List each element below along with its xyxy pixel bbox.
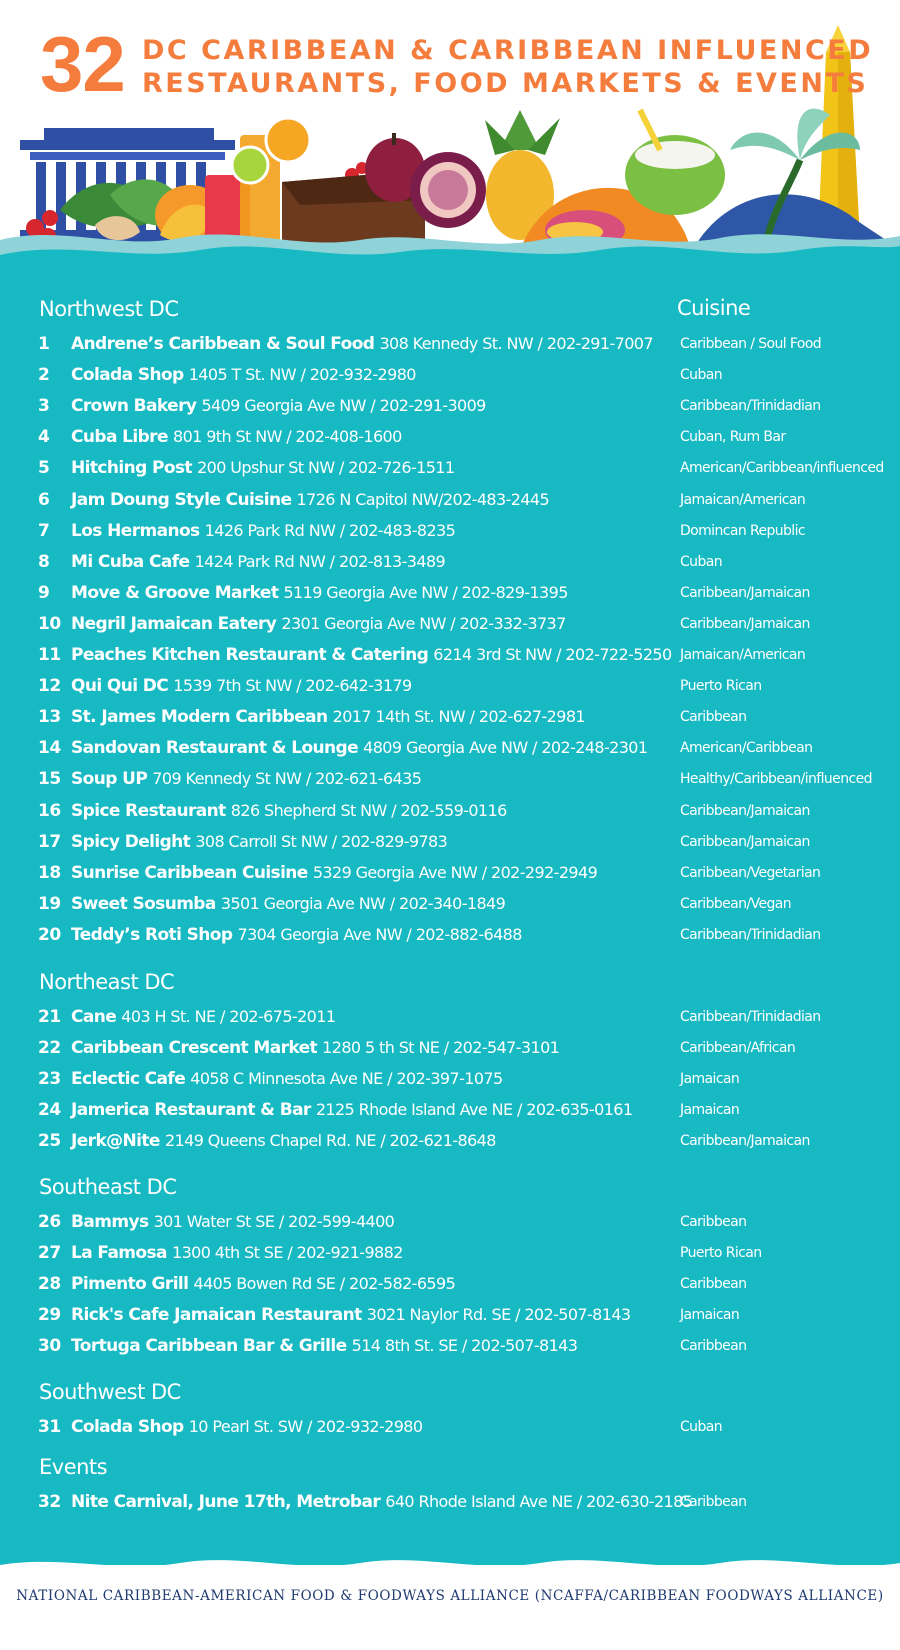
item-name: Colada Shop — [71, 365, 184, 386]
item-number: 24 — [38, 1100, 61, 1121]
item-cuisine: Caribbean/Trinidadian — [680, 398, 821, 415]
item-name: Sunrise Caribbean Cuisine — [71, 862, 308, 883]
item-cuisine: Caribbean/African — [680, 1040, 796, 1057]
list-item — [0, 860, 900, 886]
item-cuisine: Cuban — [680, 553, 722, 570]
list-item — [0, 1302, 900, 1328]
item-number: 10 — [38, 613, 61, 634]
item-address: 1280 5 th St NE / 202-547-3101 — [322, 1038, 560, 1058]
item-entry — [71, 1240, 403, 1266]
item-address: 1426 Park Rd NW / 202-483-8235 — [204, 520, 456, 540]
item-entry — [71, 735, 647, 761]
item-address: 2301 Georgia Ave NW / 202-332-3737 — [281, 613, 566, 633]
item-entry — [71, 1209, 394, 1235]
list-item — [0, 766, 900, 792]
item-cuisine: Caribbean — [680, 1276, 747, 1293]
item-number: 8 — [38, 551, 50, 572]
item-entry — [71, 487, 549, 513]
item-cuisine: Caribbean/Vegetarian — [680, 864, 821, 881]
item-name: Pimento Grill — [71, 1274, 189, 1295]
item-number: 18 — [38, 862, 61, 883]
item-address: 308 Kennedy St. NW / 202-291-7007 — [379, 334, 653, 353]
item-name: Teddy’s Roti Shop — [71, 924, 233, 945]
item-cuisine: Cuban — [680, 1419, 722, 1435]
item-name: Spicy Delight — [71, 831, 191, 852]
item-address: 1539 7th St NW / 202-642-3179 — [173, 676, 412, 696]
item-address: 640 Rhode Island Ave NE / 202-630-2185 — [385, 1492, 693, 1511]
item-name: Jamerica Restaurant & Bar — [71, 1100, 311, 1121]
item-number: 28 — [38, 1274, 61, 1295]
list-item — [0, 1066, 900, 1092]
item-cuisine: Cuban — [680, 367, 722, 384]
item-number: 13 — [38, 707, 61, 728]
item-name: Jam Doung Style Cuisine — [71, 489, 292, 510]
item-cuisine: Jamaican/American — [680, 491, 806, 508]
item-cuisine: American/Caribbean — [680, 740, 813, 757]
item-address: 2017 14th St. NW / 202-627-2981 — [332, 707, 585, 727]
item-cuisine: Domincan Republic — [680, 522, 805, 539]
item-address: 3021 Naylor Rd. SE / 202-507-8143 — [366, 1305, 631, 1325]
item-entry — [71, 1302, 631, 1328]
item-cuisine: American/Caribbean/influenced — [680, 460, 884, 477]
item-name: Rick's Cafe Jamaican Restaurant — [71, 1305, 362, 1326]
list-item — [0, 580, 900, 606]
item-number: 11 — [38, 645, 61, 665]
title-line-1: DC CARIBBEAN & CARIBBEAN INFLUENCED — [142, 35, 874, 66]
item-address: 2125 Rhode Island Ave NE / 202-635-0161 — [315, 1100, 633, 1120]
list-item — [0, 393, 900, 419]
item-name: Sweet Sosumba — [71, 893, 216, 914]
item-cuisine: Jamaican — [680, 1102, 740, 1119]
item-number: 12 — [38, 676, 61, 697]
item-number: 22 — [38, 1038, 61, 1059]
section-title-southwest: Southwest DC — [39, 1380, 181, 1404]
item-address: 5329 Georgia Ave NW / 202-292-2949 — [312, 862, 598, 882]
item-address: 1424 Park Rd NW / 202-813-3489 — [194, 551, 446, 571]
page-title — [142, 34, 873, 100]
item-cuisine: Caribbean/Trinidadian — [680, 926, 821, 943]
item-number: 5 — [38, 458, 50, 479]
item-entry — [71, 1035, 559, 1061]
item-number: 14 — [38, 738, 61, 759]
item-address: 3501 Georgia Ave NW / 202-340-1849 — [220, 893, 506, 913]
section-title-events: Events — [39, 1455, 108, 1479]
item-name: Andrene’s Caribbean & Soul Food — [71, 334, 375, 354]
item-entry — [71, 611, 566, 637]
item-cuisine: Caribbean — [680, 1214, 747, 1230]
item-number: 7 — [38, 520, 50, 541]
list-item — [0, 1414, 900, 1440]
item-name: Crown Bakery — [71, 396, 197, 417]
item-name: Peaches Kitchen Restaurant & Catering — [71, 645, 429, 665]
item-entry — [71, 1271, 455, 1297]
item-name: Move & Groove Market — [71, 582, 279, 603]
list-item — [0, 549, 900, 575]
item-address: 2149 Queens Chapel Rd. NE / 202-621-8648 — [164, 1131, 496, 1151]
item-cuisine: Caribbean/Trinidadian — [680, 1009, 821, 1025]
item-address: 1726 N Capitol NW/202-483-2445 — [296, 489, 550, 509]
item-entry — [71, 860, 597, 886]
item-entry — [71, 549, 445, 575]
item-number: 21 — [38, 1007, 61, 1027]
item-number: 16 — [38, 800, 61, 821]
section-title-northwest: Northwest DC — [39, 297, 179, 321]
item-cuisine: Puerto Rican — [680, 1245, 762, 1262]
item-name: Colada Shop — [71, 1417, 184, 1437]
item-entry — [71, 704, 585, 730]
item-entry — [71, 1414, 422, 1440]
item-entry — [71, 1128, 496, 1154]
item-number: 1 — [38, 334, 50, 354]
item-number: 15 — [38, 769, 61, 790]
item-entry — [71, 580, 568, 606]
item-entry — [71, 891, 505, 917]
item-cuisine: Caribbean/Vegan — [680, 895, 791, 912]
item-cuisine: Jamaican — [680, 1071, 740, 1088]
item-entry — [71, 424, 402, 450]
item-address: 709 Kennedy St NW / 202-621-6435 — [152, 769, 422, 789]
list-item — [0, 487, 900, 513]
footer-credit: NATIONAL CARIBBEAN-AMERICAN FOOD & FOODWAYS ALLIANCE (NCAFFA/CARIBBEAN FOODWAYS ALLIANCE) — [16, 1588, 884, 1604]
item-number: 3 — [38, 396, 50, 417]
item-address: 7304 Georgia Ave NW / 202-882-6488 — [237, 924, 522, 944]
item-entry — [71, 922, 522, 948]
item-address: 6214 3rd St NW / 202-722-5250 — [433, 645, 672, 664]
title-line-2: RESTAURANTS, FOOD MARKETS & EVENTS — [142, 68, 869, 99]
item-entry — [71, 1097, 632, 1123]
item-number: 30 — [38, 1336, 61, 1357]
item-address: 4809 Georgia Ave NW / 202-248-2301 — [363, 738, 648, 758]
header — [0, 0, 900, 290]
title-number: 32 — [40, 20, 125, 108]
item-address: 514 8th St. SE / 202-507-8143 — [351, 1336, 578, 1356]
item-entry — [71, 1333, 577, 1359]
cuisine-column-header: Cuisine — [677, 296, 751, 320]
item-name: La Famosa — [71, 1243, 167, 1264]
item-number: 2 — [38, 365, 50, 386]
item-cuisine: Healthy/Caribbean/influenced — [680, 771, 872, 788]
item-name: St. James Modern Caribbean — [71, 707, 328, 728]
item-cuisine: Caribbean/Jamaican — [680, 802, 810, 819]
item-entry — [71, 1004, 335, 1030]
item-address: 826 Shepherd St NW / 202-559-0116 — [230, 800, 507, 820]
list-item — [0, 362, 900, 388]
item-entry — [71, 829, 447, 855]
item-cuisine: Caribbean/Jamaican — [680, 584, 810, 601]
item-address: 301 Water St SE / 202-599-4400 — [153, 1212, 395, 1231]
list-item — [0, 922, 900, 948]
list-item — [0, 1489, 900, 1515]
section-title-northeast: Northeast DC — [39, 970, 175, 994]
item-name: Hitching Post — [71, 458, 192, 479]
item-cuisine: Caribbean — [680, 1338, 747, 1355]
item-name: Caribbean Crescent Market — [71, 1038, 318, 1059]
item-name: Soup UP — [71, 769, 148, 790]
item-address: 5119 Georgia Ave NW / 202-829-1395 — [283, 582, 568, 602]
item-cuisine: Jamaican/American — [680, 647, 806, 663]
list-item — [0, 891, 900, 917]
list-item — [0, 1128, 900, 1154]
list-item — [0, 829, 900, 855]
item-entry — [71, 455, 454, 481]
item-address: 403 H St. NE / 202-675-2011 — [121, 1007, 336, 1026]
item-name: Qui Qui DC — [71, 676, 169, 697]
item-address: 10 Pearl St. SW / 202-932-2980 — [188, 1417, 423, 1436]
item-address: 5409 Georgia Ave NW / 202-291-3009 — [201, 396, 486, 416]
item-address: 801 9th St NW / 202-408-1600 — [172, 427, 402, 447]
item-entry — [71, 798, 507, 824]
list-item — [0, 642, 900, 668]
item-name: Cane — [71, 1007, 117, 1027]
list-item — [0, 1271, 900, 1297]
item-name: Bammys — [71, 1212, 149, 1232]
item-number: 29 — [38, 1305, 61, 1326]
item-entry — [71, 393, 486, 419]
item-entry — [71, 673, 412, 699]
item-cuisine: Caribbean/Jamaican — [680, 833, 810, 850]
list-item — [0, 1097, 900, 1123]
item-number: 27 — [38, 1243, 61, 1264]
item-address: 1300 4th St SE / 202-921-9882 — [172, 1243, 403, 1263]
list-item — [0, 673, 900, 699]
list-item — [0, 1209, 900, 1235]
item-name: Sandovan Restaurant & Lounge — [71, 738, 359, 759]
item-cuisine: Caribbean/Jamaican — [680, 615, 810, 632]
item-name: Spice Restaurant — [71, 800, 226, 821]
list-item — [0, 798, 900, 824]
item-entry — [71, 766, 421, 792]
item-address: 200 Upshur St NW / 202-726-1511 — [197, 458, 455, 478]
item-number: 4 — [38, 427, 50, 448]
item-name: Tortuga Caribbean Bar & Grille — [71, 1336, 347, 1357]
item-entry — [71, 331, 653, 357]
list-item — [0, 1035, 900, 1061]
list-item — [0, 1240, 900, 1266]
item-number: 25 — [38, 1131, 61, 1152]
item-address: 308 Carroll St NW / 202-829-9783 — [195, 831, 448, 851]
item-name: Mi Cuba Cafe — [71, 551, 190, 572]
item-address: 1405 T St. NW / 202-932-2980 — [188, 365, 416, 385]
item-entry — [71, 518, 455, 544]
section-title-southeast: Southeast DC — [39, 1175, 177, 1199]
item-name: Negril Jamaican Eatery — [71, 613, 277, 634]
list-item — [0, 455, 900, 481]
item-entry — [71, 1489, 692, 1515]
item-number: 6 — [38, 489, 50, 510]
list-item — [0, 518, 900, 544]
item-name: Jerk@Nite — [71, 1131, 160, 1152]
item-entry — [71, 1066, 503, 1092]
item-address: 4058 C Minnesota Ave NE / 202-397-1075 — [190, 1069, 503, 1089]
item-cuisine: Caribbean / Soul Food — [680, 336, 822, 352]
footer-wave — [0, 1551, 900, 1581]
item-number: 19 — [38, 893, 61, 914]
list-item — [0, 735, 900, 761]
list-item — [0, 331, 900, 357]
item-entry — [71, 642, 672, 668]
item-name: Eclectic Cafe — [71, 1069, 186, 1090]
list-item — [0, 1004, 900, 1030]
item-name: Los Hermanos — [71, 520, 200, 541]
item-cuisine: Cuban, Rum Bar — [680, 429, 786, 446]
item-number: 32 — [38, 1492, 61, 1512]
item-cuisine: Puerto Rican — [680, 678, 762, 695]
list-item — [0, 424, 900, 450]
item-number: 31 — [38, 1417, 61, 1437]
item-number: 20 — [38, 924, 61, 945]
item-number: 9 — [38, 582, 50, 603]
item-cuisine: Jamaican — [680, 1307, 740, 1324]
item-entry — [71, 362, 416, 388]
item-name: Cuba Libre — [71, 427, 168, 448]
item-cuisine: Caribbean — [680, 709, 747, 726]
item-number: 26 — [38, 1212, 61, 1232]
item-number: 23 — [38, 1069, 61, 1090]
item-cuisine: Caribbean — [680, 1494, 747, 1510]
item-number: 17 — [38, 831, 61, 852]
list-item — [0, 611, 900, 637]
item-address: 4405 Bowen Rd SE / 202-582-6595 — [193, 1274, 456, 1294]
list-item — [0, 1333, 900, 1359]
item-cuisine: Caribbean/Jamaican — [680, 1133, 810, 1150]
footer — [0, 1565, 900, 1650]
list-item — [0, 704, 900, 730]
item-name: Nite Carnival, June 17th, Metrobar — [71, 1492, 381, 1512]
